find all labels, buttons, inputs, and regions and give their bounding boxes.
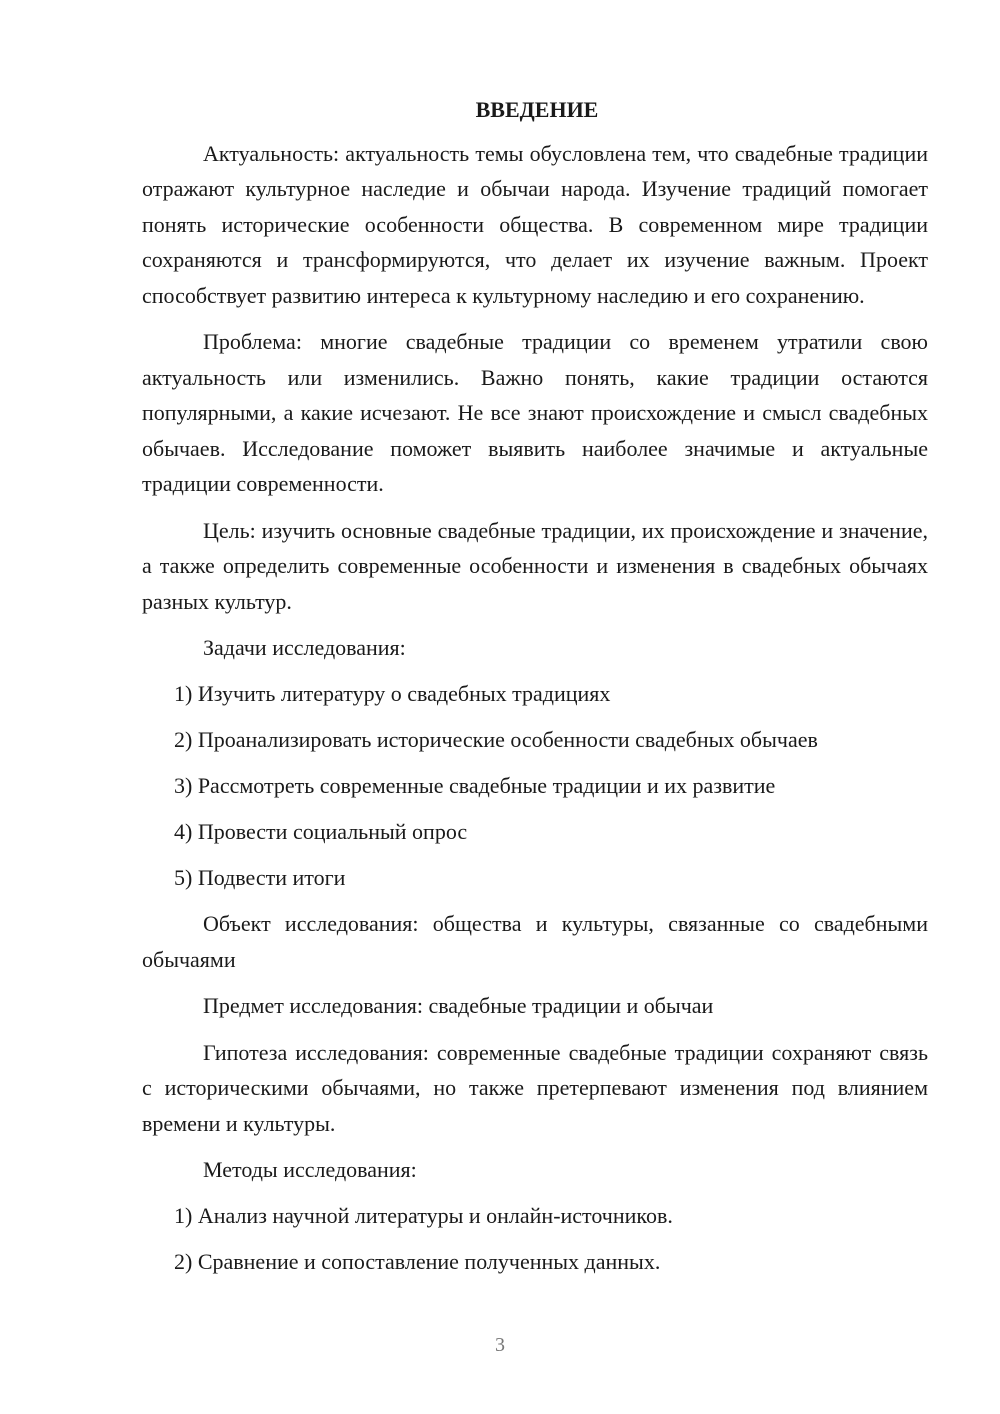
hypothesis-paragraph: Гипотеза исследования: современные свадебные традиции сохраняют связь с историческими обычаями, но также претерпевают изменения под влиянием времени и культуры. [142, 1039, 928, 1136]
tasks-heading: Задачи исследования: [203, 635, 406, 660]
goal-paragraph: Цель: изучить основные свадебные традиции, их происхождение и значение, а также определить современные особенности и изменения в свадебных обычаях разных культур. [142, 517, 928, 614]
methods-heading: Методы исследования: [203, 1157, 417, 1182]
page-number: 3 [495, 1334, 505, 1356]
task-item: 3) Рассмотреть современные свадебные традиции и их развитие [174, 773, 776, 798]
method-item: 1) Анализ научной литературы и онлайн-источников. [174, 1203, 673, 1228]
task-item: 4) Провести социальный опрос [174, 819, 468, 844]
page-title: ВВЕДЕНИЕ [475, 97, 599, 122]
relevance-paragraph: Актуальность: актуальность темы обусловлена тем, что свадебные традиции отражают культурное наследие и обычаи народа. Изучение традиций помогает понять исторические особенности общества. В современном мире традиции сохраняются и трансформируются, что делает их изучение важным. Проект способствует развитию интереса к культурному наследию и его сохранению. [142, 140, 928, 308]
methods-list [142, 1198, 928, 1280]
method-item: 2) Сравнение и сопоставление полученных данных. [174, 1249, 661, 1274]
task-item: 2) Проанализировать исторические особенности свадебных обычаев [174, 727, 818, 752]
task-item: 5) Подвести итоги [174, 865, 346, 890]
problem-paragraph: Проблема: многие свадебные традиции со временем утратили свою актуальность или изменились. Важно понять, какие традиции остаются популярными, а какие исчезают. Не все знают происхождение и смысл свадебных обычаев. Исследование поможет выявить наиболее значимые и актуальные традиции современности. [142, 329, 928, 496]
document-page [142, 92, 928, 1290]
tasks-list [142, 676, 928, 896]
object-paragraph: Объект исследования: общества и культуры, связанные со свадебными обычаями [142, 911, 928, 972]
subject-paragraph: Предмет исследования: свадебные традиции и обычаи [203, 993, 714, 1018]
task-item: 1) Изучить литературу о свадебных традициях [174, 681, 611, 706]
